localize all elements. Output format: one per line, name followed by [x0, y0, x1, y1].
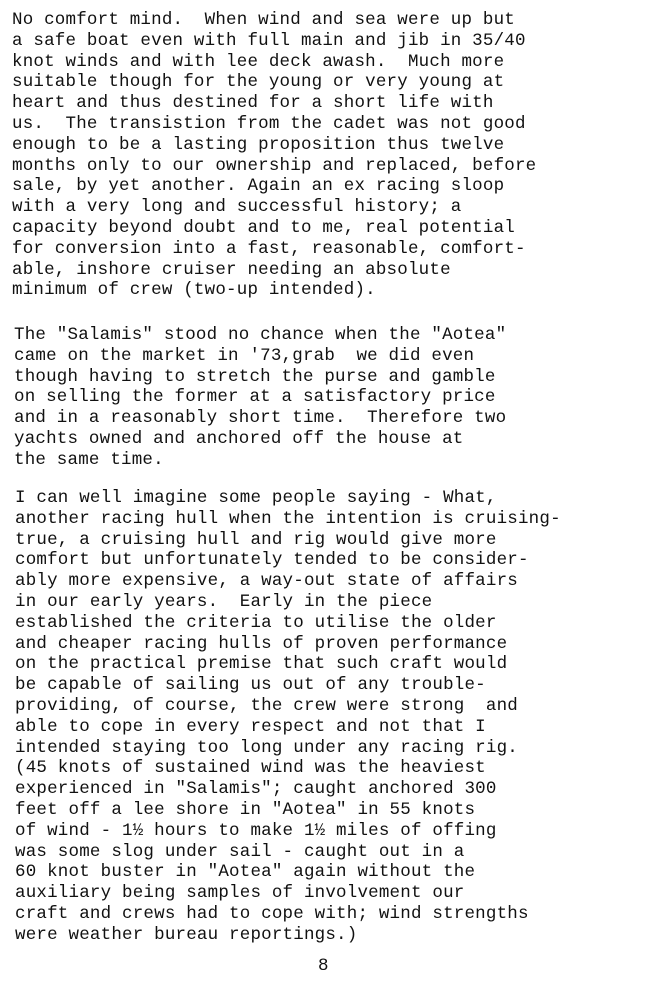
text-line: minimum of crew (two-up intended). [12, 280, 376, 301]
text-line: intended staying too long under any racing rig. [15, 737, 518, 758]
text-line: another racing hull when the intention is cruising- [15, 508, 561, 529]
text-line: I can well imagine some people saying - What, [15, 488, 497, 508]
text-line: comfort but unfortunately tended to be consider- [15, 550, 529, 571]
text-line: in our early years. Early in the piece [15, 591, 433, 612]
text-line: of wind - 1½ hours to make 1½ miles of offing [15, 820, 497, 841]
text-line: true, a cruising hull and rig would give more [15, 529, 497, 550]
text-line: feet off a lee shore in "Aotea" in 55 knots [15, 799, 476, 820]
text-line: ably more expensive, a way-out state of affairs [15, 571, 518, 592]
paragraph-salamis-aotea [14, 325, 506, 471]
text-line: be capable of sailing us out of any trouble- [15, 675, 486, 696]
text-line: on the practical premise that such craft would [15, 654, 508, 675]
text-line: was some slog under sail - caught out in a [15, 841, 465, 862]
text-line: months only to our ownership and replaced, before [12, 155, 537, 176]
text-line: The "Salamis" stood no chance when the "Aotea" [14, 325, 507, 345]
text-line: providing, of course, the crew were strong and [15, 695, 518, 716]
text-line: No comfort mind. When wind and sea were up but [12, 10, 515, 30]
text-line: enough to be a lasting proposition thus twelve [12, 134, 505, 155]
text-line: with a very long and successful history; a [12, 197, 462, 218]
text-line: suitable though for the young or very young at [12, 72, 505, 93]
text-line: knot winds and with lee deck awash. Much more [12, 51, 505, 72]
text-line: were weather bureau reportings.) [15, 924, 358, 945]
text-line: (45 knots of sustained wind was the heaviest [15, 758, 486, 779]
text-line: and in a reasonably short time. Therefore two [14, 408, 507, 429]
text-line: us. The transistion from the cadet was not good [12, 113, 526, 134]
text-line: experienced in "Salamis"; caught anchored 300 [15, 779, 497, 800]
text-line: sale, by yet another. Again an ex racing sloop [12, 176, 505, 197]
paragraph-boat-history [12, 10, 536, 301]
page-number: 8 [318, 956, 329, 976]
text-line: on selling the former at a satisfactory price [14, 387, 496, 408]
text-line: able to cope in every respect and not that I [15, 716, 486, 737]
text-line: though having to stretch the purse and gamble [14, 366, 496, 387]
text-line: 60 knot buster in "Aotea" again without the [15, 862, 476, 883]
text-line: and cheaper racing hulls of proven performance [15, 633, 508, 654]
text-line: a safe boat even with full main and jib in 35/40 [12, 30, 526, 51]
text-line: able, inshore cruiser needing an absolute [12, 259, 451, 280]
text-line: for conversion into a fast, reasonable, comfort- [12, 238, 526, 259]
text-line: yachts owned and anchored off the house at [14, 428, 464, 449]
text-line: the same time. [14, 449, 164, 470]
text-line: auxiliary being samples of involvement our [15, 883, 465, 904]
text-line: capacity beyond doubt and to me, real potential [12, 217, 515, 238]
text-line: established the criteria to utilise the older [15, 612, 497, 633]
text-line: craft and crews had to cope with; wind strengths [15, 903, 529, 924]
paragraph-racing-hull [15, 488, 561, 946]
text-line: heart and thus destined for a short life with [12, 93, 494, 114]
text-line: came on the market in '73,grab we did even [14, 345, 475, 366]
